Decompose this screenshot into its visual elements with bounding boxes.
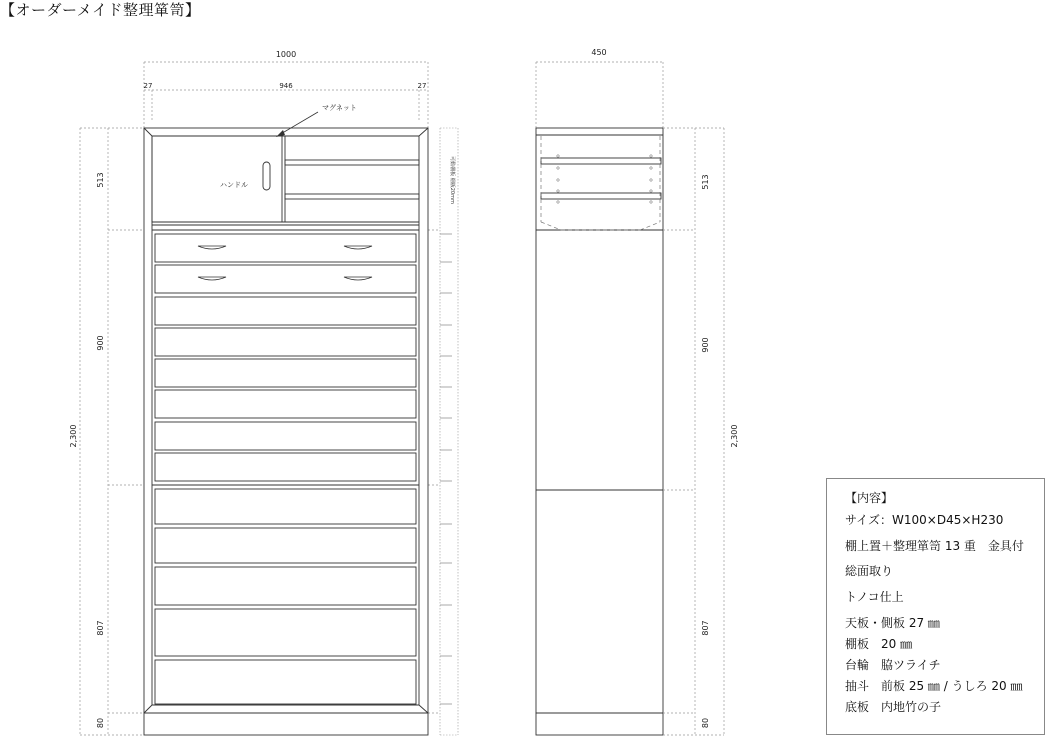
side-upper-height-label: 513 [701, 174, 710, 190]
front-inner-width-label: 946 [279, 82, 293, 90]
drawer-pulls [198, 246, 372, 280]
spec-line: 棚上置＋整理箪笥 13 重 金具付 [845, 539, 1024, 553]
spec-line: 台輪 脇ツライチ [845, 658, 941, 672]
spec-line: 天板・側板 27 ㎜ [845, 616, 940, 630]
spec-panel [826, 478, 1045, 735]
side-depth-label: 450 [591, 48, 607, 57]
spec-line: 底板 内地竹の子 [845, 700, 942, 714]
front-drawers [155, 234, 416, 704]
side-middle-height-label: 900 [701, 337, 710, 353]
shelf-pin-holes [557, 155, 652, 203]
side-total-height-label: 2,300 [730, 424, 739, 448]
front-width-dimensions [144, 62, 428, 128]
spec-line: 総面取り [845, 564, 894, 578]
side-height-dimensions [663, 128, 724, 735]
spec-heading: 【内容】 [845, 491, 894, 505]
front-total-height-label: 2,300 [69, 424, 78, 448]
front-middle-height-label: 900 [96, 335, 105, 351]
spec-line: サイズ：W100×D45×H230 [845, 513, 1004, 527]
front-cabinet [144, 128, 428, 735]
spec-line: 棚板 20 ㎜ [845, 637, 913, 651]
side-inner-dashed [541, 136, 660, 230]
front-right-ruler-ticks [440, 234, 452, 704]
spec-line: 抽斗 前板 25 ㎜ / うしろ 20 ㎜ [845, 679, 1023, 693]
front-base-height-label: 80 [96, 717, 105, 729]
front-right-ruler [440, 128, 458, 735]
side-base-height-label: 80 [701, 717, 710, 729]
front-left-side-label: 27 [143, 82, 153, 90]
front-upper-height-label: 513 [96, 172, 105, 188]
side-cabinet [536, 128, 663, 735]
handle-label: ハンドル [220, 181, 248, 189]
spec-line: トノコ仕上 [845, 590, 904, 604]
side-lower-height-label: 807 [701, 620, 710, 636]
magnet-label: マグネット [322, 104, 357, 112]
magnet-leader [279, 112, 318, 135]
front-height-dimensions [80, 128, 440, 735]
front-total-width-label: 1000 [275, 50, 297, 59]
page-title: 【オーダーメイド整理箪笥】 [0, 1, 201, 19]
front-lower-height-label: 807 [96, 620, 105, 636]
front-right-note: 可動棚板 棚板20mm [449, 156, 455, 204]
side-depth-dimension [536, 62, 663, 128]
front-right-side-label: 27 [417, 82, 427, 90]
